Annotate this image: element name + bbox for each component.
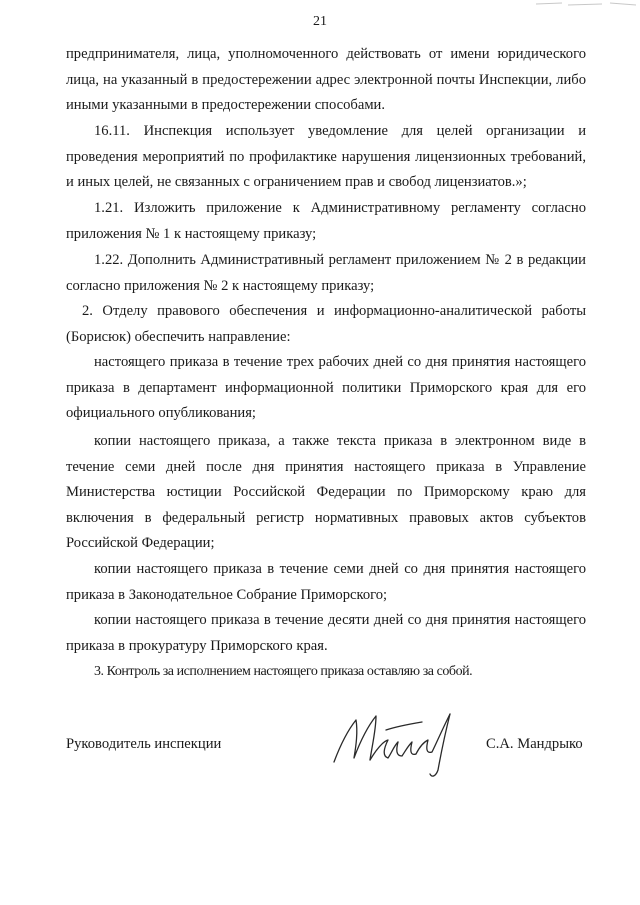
paragraph-continuation: предпринимателя, лица, уполномоченного действовать от имени юридического лица, на указанный в предостережении адрес электронной почты Инспекции, либо иными указанными в предостережении способами.: [66, 46, 586, 113]
paragraph-16-11: 16.11. Инспекция использует уведомление для целей организации и проведения мероприятий по профилактике нарушения лицензионных требований, и иных целей, не связанных с ограничением прав и свобод лицензиатов.»;: [66, 123, 586, 190]
page-number: 21: [313, 14, 327, 29]
paragraph-publication: настоящего приказа в течение трех рабочих дней со дня принятия настоящего приказа в департамент информационной политики Приморского края для его официального опубликования;: [66, 354, 586, 421]
scan-corner-mark: [532, 0, 640, 10]
paragraph-2: 2. Отделу правового обеспечения и информационно-аналитической работы (Борисюк) обеспечить направление:: [66, 303, 586, 345]
paragraph-1-21: 1.21. Изложить приложение к Административному регламенту согласно приложения № 1 к настоящему приказу;: [66, 200, 586, 242]
signatory-role: Руководитель инспекции: [66, 736, 222, 752]
handwritten-signature: [326, 700, 476, 780]
paragraph-legislative-assembly: копии настоящего приказа в течение семи дней со дня принятия настоящего приказа в Законодательное Собрание Приморского;: [66, 561, 586, 603]
paragraph-ministry-justice: копии настоящего приказа, а также текста приказа в электронном виде в течение семи дней после дня принятия настоящего приказа в Управление Министерства юстиции Российской Федерации по Приморскому краю для включения в федеральный регистр нормативных правовых актов субъектов Российской Федерации;: [66, 433, 586, 551]
signatory-name: С.А. Мандрыко: [486, 736, 583, 752]
paragraph-3-control: 3. Контроль за исполнением настоящего приказа оставляю за собой.: [94, 664, 473, 679]
paragraph-prosecutor: копии настоящего приказа в течение десяти дней со дня принятия настоящего приказа в прокуратуру Приморского края.: [66, 612, 586, 654]
paragraph-1-22: 1.22. Дополнить Административный регламент приложением № 2 в редакции согласно приложения № 2 к настоящему приказу;: [66, 252, 586, 294]
